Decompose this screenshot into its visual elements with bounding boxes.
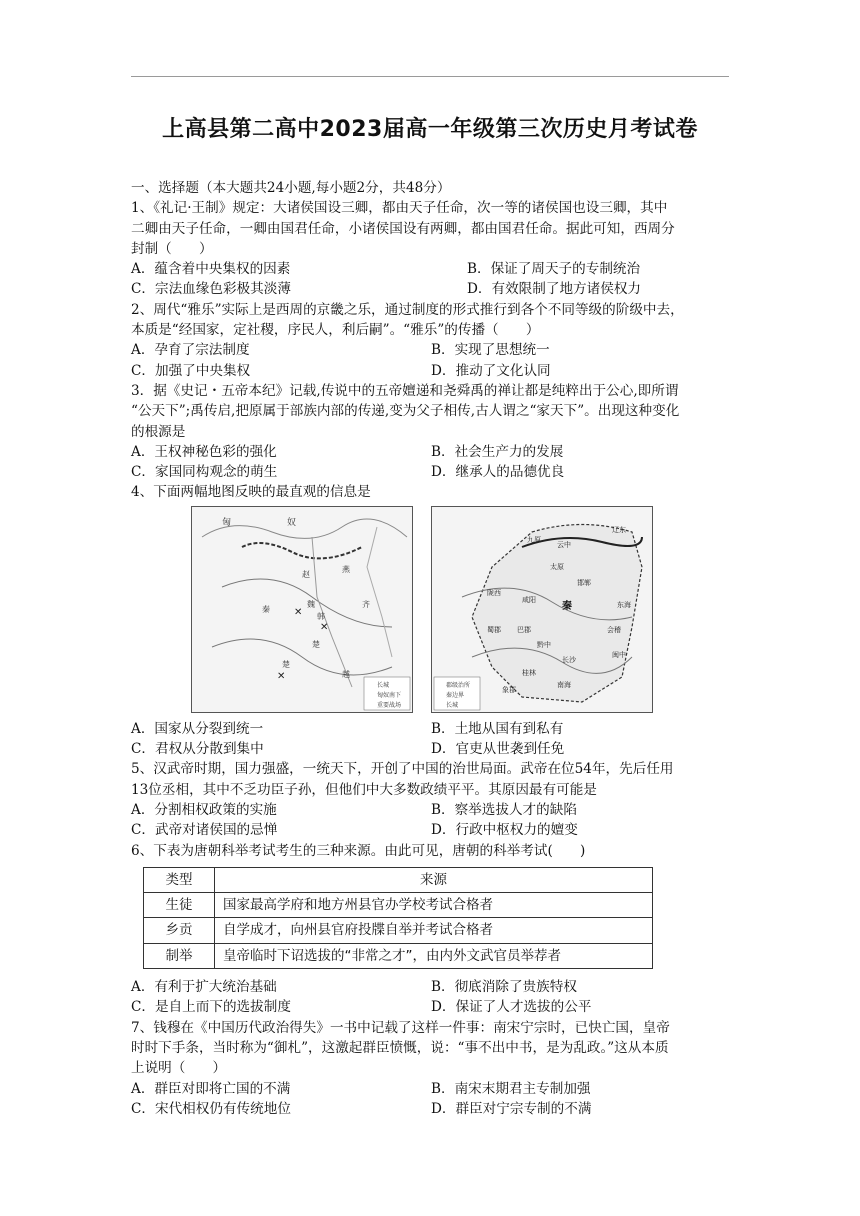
header-rule (131, 76, 729, 77)
q2-line: 2、周代“雅乐”实际上是西周的京畿之乐，通过制度的形式推行到各个不同等级的阶级中去， (131, 301, 684, 318)
q7-line: 上说明（ ） (131, 1060, 227, 1077)
table-cell-type: 乡贡 (144, 918, 215, 943)
warring-states-map-figure (192, 507, 412, 712)
table-header-type: 类型 (144, 867, 215, 892)
q7-option-b[interactable]: B．南宋末期君主专制加强 (431, 1080, 591, 1097)
question-7 (131, 1018, 731, 1119)
q5-options (131, 800, 731, 841)
q7-line: 时时下手条，当时称为“御札”，这激起群臣愤慨，说：“事不出中书，是为乱政。”这从本质 (131, 1039, 669, 1056)
q6-stem: 6、下表为唐朝科举考试考生的三种来源。由此可见，唐朝的科举考试( ) (131, 842, 586, 859)
q2-options (131, 340, 731, 381)
q7-line: 7、钱穆在《中国历代政治得失》一书中记载了这样一件事：南宋宁宗时，已快亡国，皇帝 (131, 1019, 670, 1036)
map1-legend-item: 重要战场 (377, 701, 402, 709)
map2-label: 南海 (557, 680, 571, 689)
question-4 (131, 482, 731, 759)
map1-label: 魏 (307, 599, 315, 609)
question-6 (131, 841, 731, 1018)
q5-option-a[interactable]: A．分割相权政策的实施 (131, 801, 277, 818)
q1-option-a[interactable]: A．蕴含着中央集权的因素 (131, 261, 291, 278)
map2-legend-item: 秦边界 (446, 691, 465, 699)
q5-option-d[interactable]: D．行政中枢权力的嬗变 (431, 822, 578, 839)
q5-line: 5、汉武帝时期，国力强盛，一统天下，开创了中国的治世局面。武帝在位54年，先后任用 (131, 761, 674, 778)
map2-label: 闽中 (612, 650, 626, 659)
q5-option-b[interactable]: B．察举选拔人才的缺陷 (431, 801, 577, 818)
q3-option-b[interactable]: B．社会生产力的发展 (431, 443, 564, 460)
q4-option-d[interactable]: D．官吏从世袭到任免 (431, 741, 565, 758)
table-cell-source: 自学成才，向州县官府投牒自举并考试合格者 (215, 918, 653, 943)
q3-option-a[interactable]: A．王权神秘色彩的强化 (131, 443, 277, 460)
map1-label: 楚 (312, 639, 320, 649)
q2-option-b[interactable]: B．实现了思想统一 (431, 342, 550, 359)
q2-option-d[interactable]: D．推动了文化认同 (431, 362, 551, 379)
q6-option-b[interactable]: B．彻底消除了贵族特权 (431, 979, 577, 996)
map1-label: 秦 (262, 604, 270, 614)
q6-option-c[interactable]: C．是自上而下的选拔制度 (131, 999, 291, 1016)
question-2 (131, 300, 731, 381)
q7-options (131, 1079, 731, 1120)
q4-option-b[interactable]: B．土地从国有到私有 (431, 720, 564, 737)
q5-line: 13位丞相，其中不乏功臣子孙，但他们中大多数政绩平平。其原因最有可能是 (131, 781, 597, 798)
q4-maps (131, 506, 731, 713)
section-heading: 一、选择题（本大题共24小题,每小题2分，共48分） (131, 180, 451, 196)
q1-option-c[interactable]: C．宗法血缘色彩极其淡薄 (131, 281, 291, 298)
q2-line: 本质是“经国家，定社稷，序民人，利后嗣”。“雅乐”的传播（ ） (131, 322, 540, 339)
exam-content (131, 178, 731, 1119)
map1-label: 齐 (362, 599, 370, 609)
q3-option-c[interactable]: C．家国同构观念的萌生 (131, 464, 278, 481)
q4-stem: 4、下面两幅地图反映的最直观的信息是 (131, 484, 371, 501)
map1-legend-item: 匈奴南下 (377, 691, 402, 699)
map1-label: 越 (342, 669, 350, 679)
q6-options (131, 977, 731, 1018)
map1-legend-item: 长城 (377, 681, 390, 689)
table-cell-type: 制举 (144, 943, 215, 968)
map1-label: 奴 (287, 517, 297, 528)
map2-legend-item: 长城 (446, 701, 459, 709)
q1-line: 封制（ ） (131, 240, 213, 257)
map2-label: 东海 (617, 600, 631, 609)
map2-label: 秦 (562, 600, 572, 612)
warring-states-map (191, 506, 413, 713)
battle-marker-icon: ✕ (277, 670, 286, 682)
q4-option-a[interactable]: A．国家从分裂到统一 (131, 720, 264, 737)
map1-label: 燕 (342, 564, 350, 574)
map2-label: 邯郸 (577, 578, 591, 587)
qin-map (431, 506, 653, 713)
q1-options (131, 259, 731, 300)
q7-option-a[interactable]: A．群臣对即将亡国的不满 (131, 1080, 291, 1097)
map2-label: 黔中 (537, 640, 551, 649)
q3-option-d[interactable]: D．继承人的品德优良 (431, 464, 565, 481)
map2-label: 蜀郡 (487, 625, 501, 634)
q3-options (131, 442, 731, 483)
map2-label: 太原 (550, 562, 564, 571)
q1-line: 1、《礼记·王制》规定：大诸侯国设三卿，都由天子任命，次一等的诸侯国也设三卿，其中 (131, 200, 668, 217)
map1-label: 楚 (282, 659, 290, 669)
map2-label: 辽东 (612, 525, 626, 534)
q4-options (131, 719, 731, 760)
table-header-row (144, 867, 653, 892)
map2-label: 巴郡 (517, 625, 531, 634)
table-row (144, 893, 653, 918)
map1-label: 匈 (222, 517, 232, 528)
map2-label: 桂林 (522, 668, 536, 677)
q2-option-c[interactable]: C．加强了中央集权 (131, 362, 251, 379)
map2-label: 陇西 (487, 588, 501, 597)
table-cell-type: 生徒 (144, 893, 215, 918)
q5-option-c[interactable]: C．武帝对诸侯国的忌惮 (131, 822, 278, 839)
map2-legend-item: 郡级治所 (446, 681, 471, 689)
map2-label: 长沙 (562, 655, 576, 664)
map2-label: 九原 (527, 535, 541, 544)
table-header-source: 来源 (215, 867, 653, 892)
keju-source-table (143, 867, 653, 969)
question-1 (131, 198, 731, 299)
q1-line: 二卿由天子任命，一卿由国君任命，小诸侯国设有两卿，都由国君任命。据此可知，西周分 (131, 220, 675, 237)
table-cell-source: 皇帝临时下诏选拔的“非常之才”，由内外文武官员举荐者 (215, 943, 653, 968)
qin-map-figure (432, 507, 652, 712)
table-row (144, 918, 653, 943)
table-row (144, 943, 653, 968)
q6-option-a[interactable]: A．有利于扩大统治基础 (131, 979, 277, 996)
q7-option-d[interactable]: D．群臣对宁宗专制的不满 (431, 1100, 592, 1117)
q2-option-a[interactable]: A．孕育了宗法制度 (131, 342, 250, 359)
battle-marker-icon: ✕ (294, 606, 303, 618)
map1-label: 韩 (317, 611, 325, 621)
map2-label: 云中 (557, 540, 571, 549)
q1-option-d[interactable]: D．有效限制了地方诸侯权力 (467, 281, 642, 298)
q1-option-b[interactable]: B．保证了周天子的专制统治 (467, 261, 641, 278)
map1-label: 赵 (302, 569, 310, 579)
map2-label: 会稽 (607, 625, 621, 634)
page-title: 上高县第二高中2023届高一年级第三次历史月考试卷 (162, 117, 698, 142)
table-cell-source: 国家最高学府和地方州县官办学校考试合格者 (215, 893, 653, 918)
map2-label: 咸阳 (522, 595, 536, 604)
question-5 (131, 759, 731, 840)
q7-option-c[interactable]: C．宋代相权仍有传统地位 (131, 1100, 291, 1117)
q3-line: “公天下”;禹传启,把原属于部族内部的传递,变为父子相传,古人谓之“家天下”。出现这种变化 (131, 403, 680, 420)
map2-label: 象郡 (502, 685, 516, 694)
q4-option-c[interactable]: C．君权从分散到集中 (131, 741, 264, 758)
q6-option-d[interactable]: D．保证了人才选拔的公平 (431, 999, 592, 1016)
q3-line: 3．据《史记・五帝本纪》记载,传说中的五帝嬗递和尧舜禹的禅让都是纯粹出于公心,即所谓 (131, 382, 679, 399)
battle-marker-icon: ✕ (320, 621, 329, 633)
q3-line: 的根源是 (131, 423, 186, 440)
question-3 (131, 381, 731, 482)
